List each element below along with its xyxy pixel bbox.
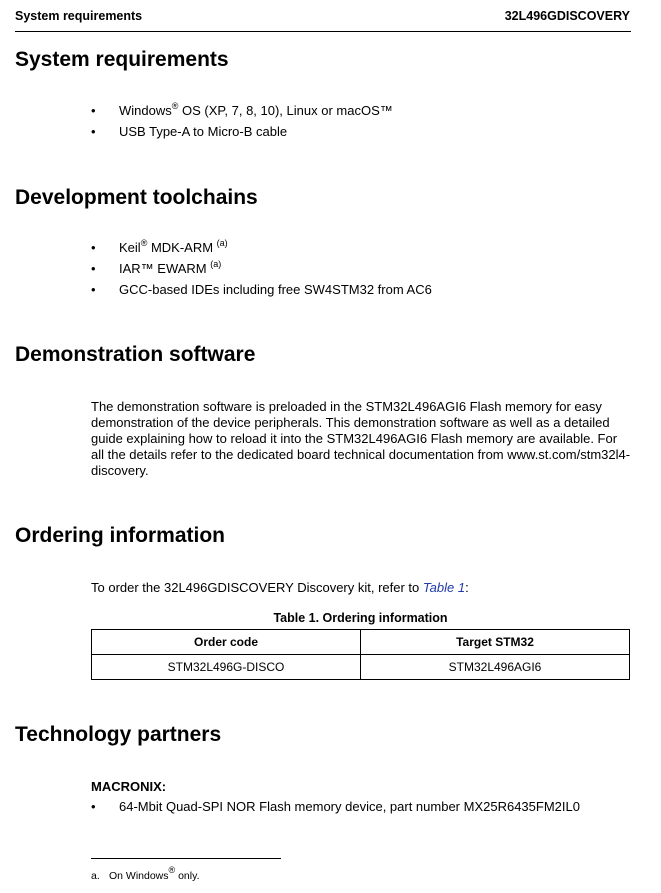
registered-mark: ® bbox=[168, 865, 176, 875]
ordering-table bbox=[91, 629, 630, 680]
partner-company: MACRONIX: bbox=[91, 779, 167, 794]
toolchains-list bbox=[88, 239, 432, 302]
partners-list bbox=[88, 798, 580, 819]
header-rule bbox=[15, 31, 631, 32]
table-caption: Table 1. Ordering information bbox=[273, 611, 448, 625]
footnote-mark: a. bbox=[91, 870, 100, 882]
bullet-icon: • bbox=[91, 282, 96, 297]
item-text: Keil bbox=[119, 240, 141, 255]
running-header-left: System requirements bbox=[15, 9, 143, 23]
item-text: OS (XP, 7, 8, 10), Linux or macOS™ bbox=[178, 103, 393, 118]
footnote-ref[interactable]: (a) bbox=[216, 238, 228, 248]
item-text: 64-Mbit Quad-SPI NOR Flash memory device, part number MX25R6435FM2IL0 bbox=[119, 799, 580, 814]
column-header: Order code bbox=[92, 630, 361, 655]
ordering-intro bbox=[91, 580, 631, 596]
bullet-icon: • bbox=[91, 103, 96, 118]
list-item bbox=[88, 123, 393, 144]
section-title-demonstration: Demonstration software bbox=[15, 343, 256, 366]
bullet-icon: • bbox=[91, 124, 96, 139]
list-item bbox=[88, 281, 432, 302]
table-cell: STM32L496AGI6 bbox=[361, 655, 630, 680]
registered-mark: ® bbox=[171, 101, 179, 111]
list-item bbox=[88, 798, 580, 819]
bullet-icon: • bbox=[91, 261, 96, 276]
list-item bbox=[88, 260, 432, 281]
item-text: MDK-ARM bbox=[147, 240, 217, 255]
item-text: GCC-based IDEs including free SW4STM32 from AC6 bbox=[119, 282, 432, 297]
running-header-right: 32L496GDISCOVERY bbox=[504, 9, 630, 23]
registered-mark: ® bbox=[140, 238, 148, 248]
system-requirements-list bbox=[88, 102, 393, 144]
intro-text: To order the 32L496GDISCOVERY Discovery kit, refer to bbox=[91, 580, 423, 595]
intro-text: : bbox=[465, 580, 469, 595]
bullet-icon: • bbox=[91, 240, 96, 255]
table-row bbox=[92, 655, 630, 680]
footnote-rule bbox=[91, 858, 281, 859]
list-item bbox=[88, 102, 393, 123]
list-item bbox=[88, 239, 432, 260]
section-title-ordering: Ordering information bbox=[15, 524, 225, 547]
footnote-ref[interactable]: (a) bbox=[210, 259, 222, 269]
table-cell: STM32L496G-DISCO bbox=[92, 655, 361, 680]
item-text: Windows bbox=[119, 103, 172, 118]
footnote-text: only. bbox=[175, 870, 200, 882]
footnote bbox=[91, 865, 200, 882]
bullet-icon: • bbox=[91, 799, 96, 814]
item-text: USB Type-A to Micro-B cable bbox=[119, 124, 288, 139]
column-header: Target STM32 bbox=[361, 630, 630, 655]
section-title-partners: Technology partners bbox=[15, 723, 222, 746]
footnote-text: On Windows bbox=[109, 870, 169, 882]
table-header-row bbox=[92, 630, 630, 655]
demo-paragraph: The demonstration software is preloaded in the STM32L496AGI6 Flash memory for easy demonstration of the device peripherals. This demonstration software as well as a detailed guide explaining how to reload it into the STM32L496AGI6 Flash memory are available. For all the details refer to the dedicated board technical documentation from www.st.com/stm32l4-discovery. bbox=[91, 399, 631, 478]
table-link[interactable]: Table 1 bbox=[422, 580, 466, 595]
item-text: IAR™ EWARM bbox=[119, 261, 211, 276]
section-title-toolchains: Development toolchains bbox=[15, 186, 258, 209]
section-title-system-requirements: System requirements bbox=[15, 48, 229, 71]
